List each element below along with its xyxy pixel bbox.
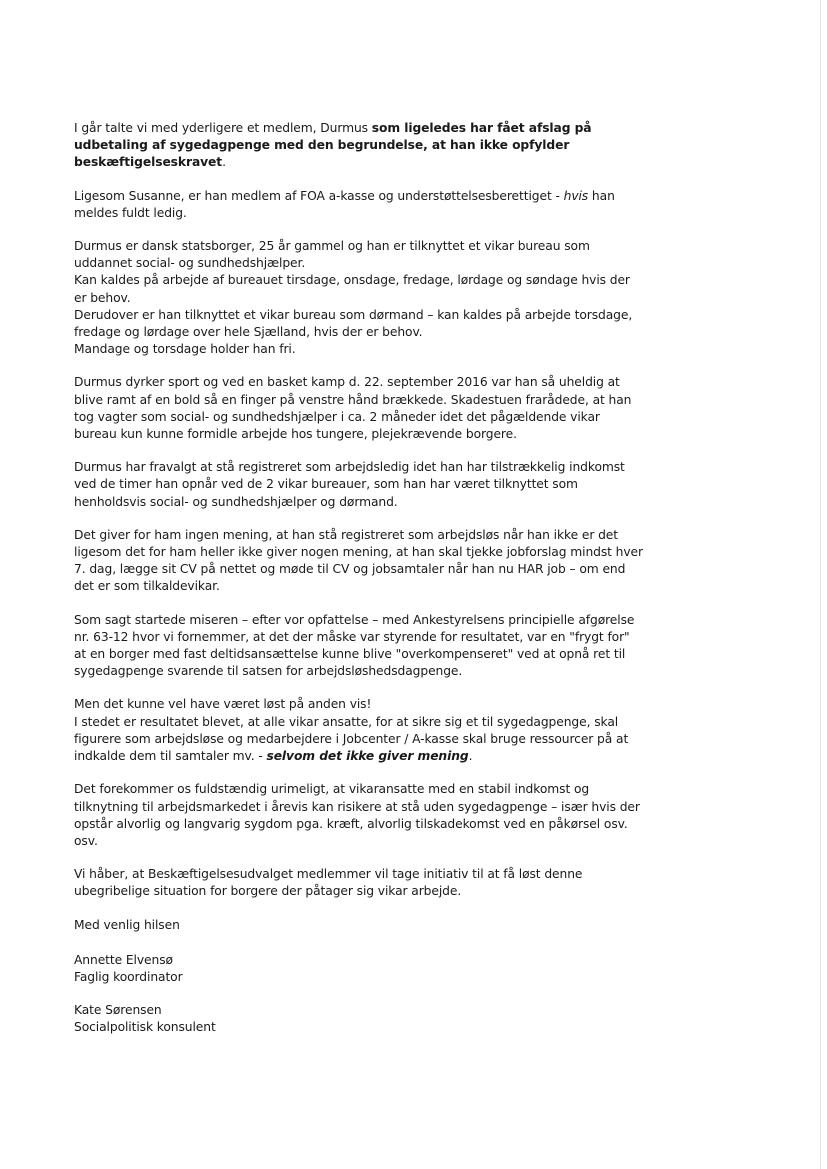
membership-italic-text: hvis xyxy=(563,188,589,203)
membership-end: han meldes fuldt ledig. xyxy=(74,188,615,220)
paragraph-ankestyrelsen: Som sagt startede miseren – efter vor opfattelse – med Ankestyrelsens principielle afgørelse nr. 63-12 hvor vi fornemmer, at det der måske var styrende for resultatet, var en "frygt for" at en borger med fast deltidsansættelse kunne blive "overkompenseret" ved at opnå ret til sygedagpenge svarende til satsen for arbejdsløshedsdagpenge. xyxy=(74,612,635,679)
paragraph-membership xyxy=(74,188,644,222)
paragraph-meaning: Det giver for ham ingen mening, at han stå registreret som arbejdsløs når han ikke er det ligesom det for ham heller ikke giver nogen mening, at han skal tjekke jobforslag mindst hver 7. dag, lægge sit CV på nettet og møde til CV og jobsamtaler når han nu HAR job – om end det er som tilkaldevikar. xyxy=(74,527,643,594)
background-line-3: Derudover er han tilknyttet et vikar bureau som dørmand – kan kaldes på arbejde torsdage, fredage og lørdage over hele Sjælland, hvis der er behov. xyxy=(74,307,633,340)
paragraph-background xyxy=(74,238,644,358)
letter-body xyxy=(74,120,644,1053)
signer-2-name: Kate Sørensen xyxy=(74,1003,162,1018)
paragraph-intro xyxy=(74,120,644,172)
membership-text: Ligesom Susanne, er han medlem af FOA a-kasse og understøttelsesberettiget - xyxy=(74,188,564,203)
alternative-line-1: Men det kunne vel have været løst på anden vis! xyxy=(74,697,372,712)
alternative-bold-italic-text: selvom det ikke giver mening xyxy=(266,749,469,764)
intro-text: I går talte vi med yderligere et medlem, Durmus xyxy=(74,121,372,135)
signer-1-title: Faglig koordinator xyxy=(74,969,183,984)
closing-greeting: Med venlig hilsen xyxy=(74,917,180,932)
signature-block-1 xyxy=(74,952,644,986)
signer-2-title: Socialpolitisk konsulent xyxy=(74,1020,216,1035)
background-line-2: Kan kaldes på arbejde af bureauet tirsdage, onsdage, fredage, lørdage og søndage hvis der er behov. xyxy=(74,273,630,305)
signer-1-name: Annette Elvensø xyxy=(74,952,173,967)
paragraph-registration: Durmus har fravalgt at stå registreret som arbejdsledig idet han har tilstrækkelig indkomst ved de timer han opnår ved de 2 vikar bureauer, som han har været tilknyttet som henholdsvis social- og sundhedshjælper og dørmand. xyxy=(74,460,625,509)
signature-block-2 xyxy=(74,1002,644,1036)
intro-bold-text: som ligeledes har fået afslag på udbetaling af sygedagpenge med den begrundelse, at han ikke opfylder beskæftigelseskravet xyxy=(74,121,592,170)
paragraph-unreasonable: Det forekommer os fuldstændig urimeligt, at vikaransatte med en stabil indkomst og tilknytning til arbejdsmarkedet i årevis kan risikere at stå uden sygedagpenge – især hvis der opstår alvorlig og langvarig sygdom pga. kræft, alvorlig tilskadekomst ved en påkørsel osv. osv. xyxy=(74,782,640,848)
alternative-line-2 xyxy=(74,714,644,766)
paragraph-injury: Durmus dyrker sport og ved en basket kamp d. 22. september 2016 var han så uheldig at blive ramt af en bold så en finger på venstre hånd brækkede. Skadestuen frarådede, at han tog vagter som social- og sundhedshjælper i ca. 2 måneder idet det pågældende vikar bureau kun kunne formidle arbejde hos tungere, plejekrævende borgere. xyxy=(74,375,632,442)
alternative-text: I stedet er resultatet blevet, at alle vikar ansatte, for at sikre sig et til sygedagpenge, skal figurere som arbejdsløse og medarbejdere i Jobcenter / A-kasse skal bruge ressourcer på at indkalde dem til samtaler mv. - xyxy=(74,714,629,764)
background-line-4: Mandage og torsdage holder han fri. xyxy=(74,342,296,357)
paragraph-alternative xyxy=(74,696,644,765)
alternative-end: . xyxy=(468,749,473,764)
scan-edge-line xyxy=(820,0,821,1169)
intro-end: . xyxy=(222,155,226,170)
paragraph-hope: Vi håber, at Beskæftigelsesudvalget medlemmer vil tage initiativ til at få løst denne ubegribelige situation for borgere der påtager sig vikar arbejde. xyxy=(74,867,583,899)
background-line-1: Durmus er dansk statsborger, 25 år gammel og han er tilknyttet et vikar bureau som uddannet social- og sundhedshjælper. xyxy=(74,239,590,271)
